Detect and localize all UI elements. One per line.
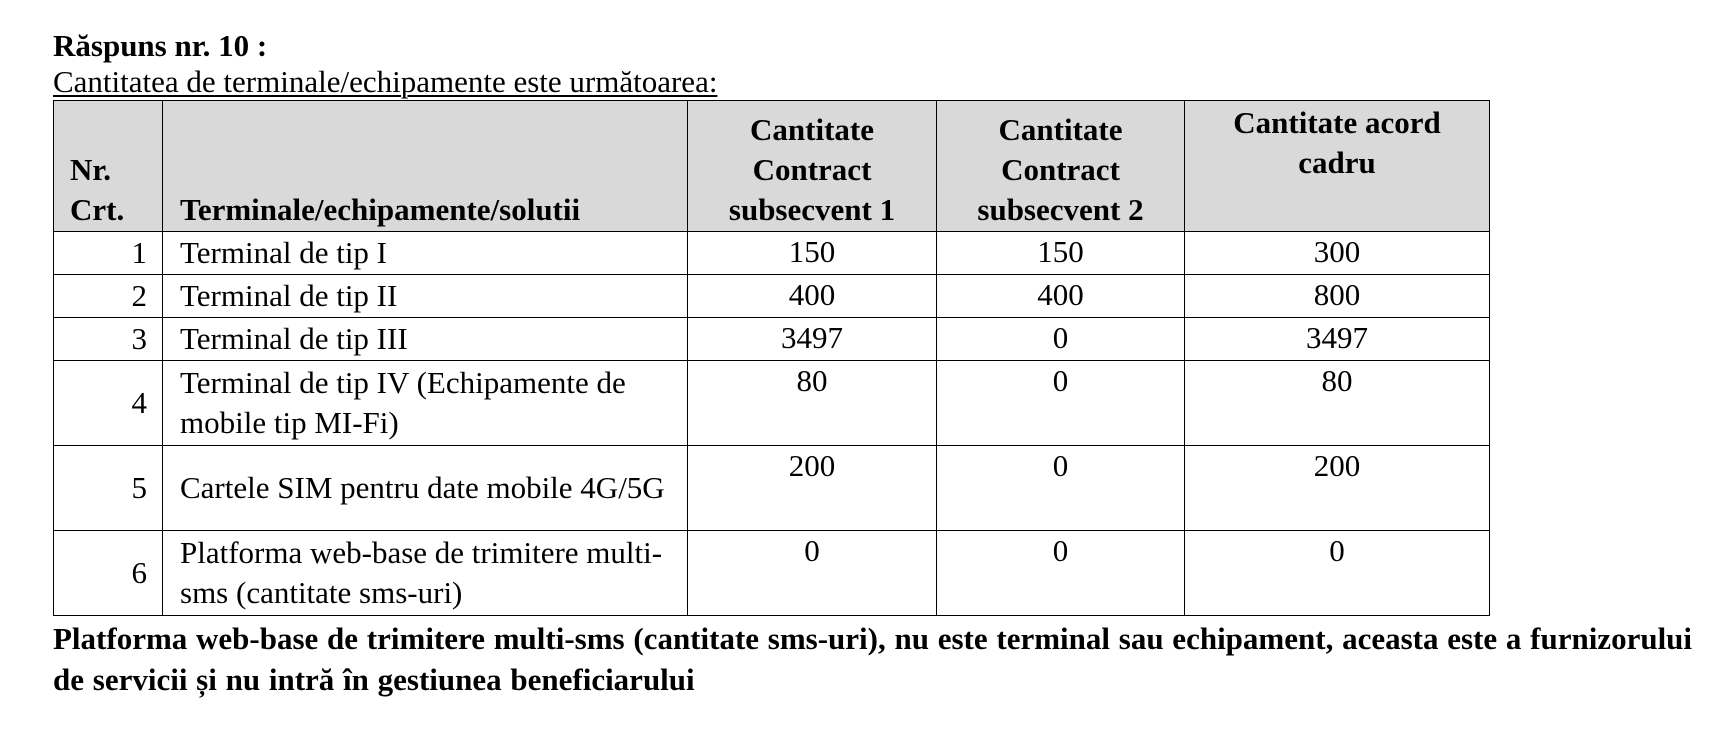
row-item: Platforma web-base de trimitere multi-sms (cantitate sms-uri): [163, 531, 688, 616]
document-page: [53, 28, 1703, 700]
row-nr: 3: [54, 318, 163, 361]
header-qty-framework: [1185, 101, 1490, 232]
header-qty-sub2-line-2: Contract: [1001, 152, 1120, 187]
intro-text: Cantitatea de terminale/echipamente este următoarea:: [53, 64, 718, 99]
row-qty-framework: 800: [1185, 275, 1490, 318]
row-nr: 2: [54, 275, 163, 318]
header-qty-sub1-line-1: Cantitate: [750, 112, 874, 147]
row-nr: 5: [54, 446, 163, 531]
table-row: [54, 275, 1490, 318]
header-qty-sub2-line-3: subsecvent 2: [977, 192, 1144, 227]
row-qty-sub2: 0: [937, 318, 1185, 361]
row-qty-framework: 80: [1185, 361, 1490, 446]
row-qty-sub2: 150: [937, 232, 1185, 275]
row-qty-sub2: 400: [937, 275, 1185, 318]
row-qty-sub2: 0: [937, 446, 1185, 531]
header-item-label: Terminale/echipamente/solutii: [180, 192, 581, 227]
header-nr-line-1: Nr.: [70, 152, 112, 187]
row-qty-sub1: 200: [688, 446, 937, 531]
header-qty-framework-line-2: cadru: [1298, 145, 1376, 180]
header-qty-sub1-line-3: subsecvent 1: [728, 192, 896, 227]
answer-heading: Răspuns nr. 10 :: [53, 28, 268, 63]
header-item: [163, 101, 688, 232]
header-qty-sub2-line-1: Cantitate: [998, 112, 1123, 147]
table-row: [54, 232, 1490, 275]
header-qty-sub1-line-2: Contract: [752, 152, 872, 187]
row-nr: 4: [54, 361, 163, 446]
header-qty-sub1: [688, 101, 937, 232]
row-item: Cartele SIM pentru date mobile 4G/5G: [163, 446, 688, 531]
table-row: [54, 531, 1490, 616]
table-row: [54, 318, 1490, 361]
row-item: Terminal de tip II: [163, 275, 688, 318]
row-qty-framework: 3497: [1185, 318, 1490, 361]
row-qty-sub1: 80: [688, 361, 937, 446]
quantities-table: [53, 100, 1490, 616]
row-qty-sub1: 0: [688, 531, 937, 616]
row-qty-sub1: 400: [688, 275, 937, 318]
row-nr: 1: [54, 232, 163, 275]
row-qty-framework: 300: [1185, 232, 1490, 275]
row-item: Terminal de tip I: [163, 232, 688, 275]
table-row: [54, 361, 1490, 446]
row-qty-framework: 200: [1185, 446, 1490, 531]
table-header-row: [54, 101, 1490, 232]
row-qty-framework: 0: [1185, 531, 1490, 616]
header-nr-crt: [54, 101, 163, 232]
row-nr: 6: [54, 531, 163, 616]
header-qty-framework-line-1: Cantitate acord: [1233, 105, 1441, 140]
row-qty-sub2: 0: [937, 531, 1185, 616]
table-row: [54, 446, 1490, 531]
row-qty-sub1: 3497: [688, 318, 937, 361]
header-qty-sub2: [937, 101, 1185, 232]
header-nr-line-2: Crt.: [70, 192, 125, 227]
row-item: Terminal de tip III: [163, 318, 688, 361]
conclusion-note: Platforma web-base de trimitere multi-sms (cantitate sms-uri), nu este terminal sau echipament, aceasta este a furnizorului de servicii și nu intră în gestiunea beneficiarului: [53, 621, 1693, 697]
row-qty-sub2: 0: [937, 361, 1185, 446]
row-qty-sub1: 150: [688, 232, 937, 275]
row-item: Terminal de tip IV (Echipamente de mobile tip MI-Fi): [163, 361, 688, 446]
